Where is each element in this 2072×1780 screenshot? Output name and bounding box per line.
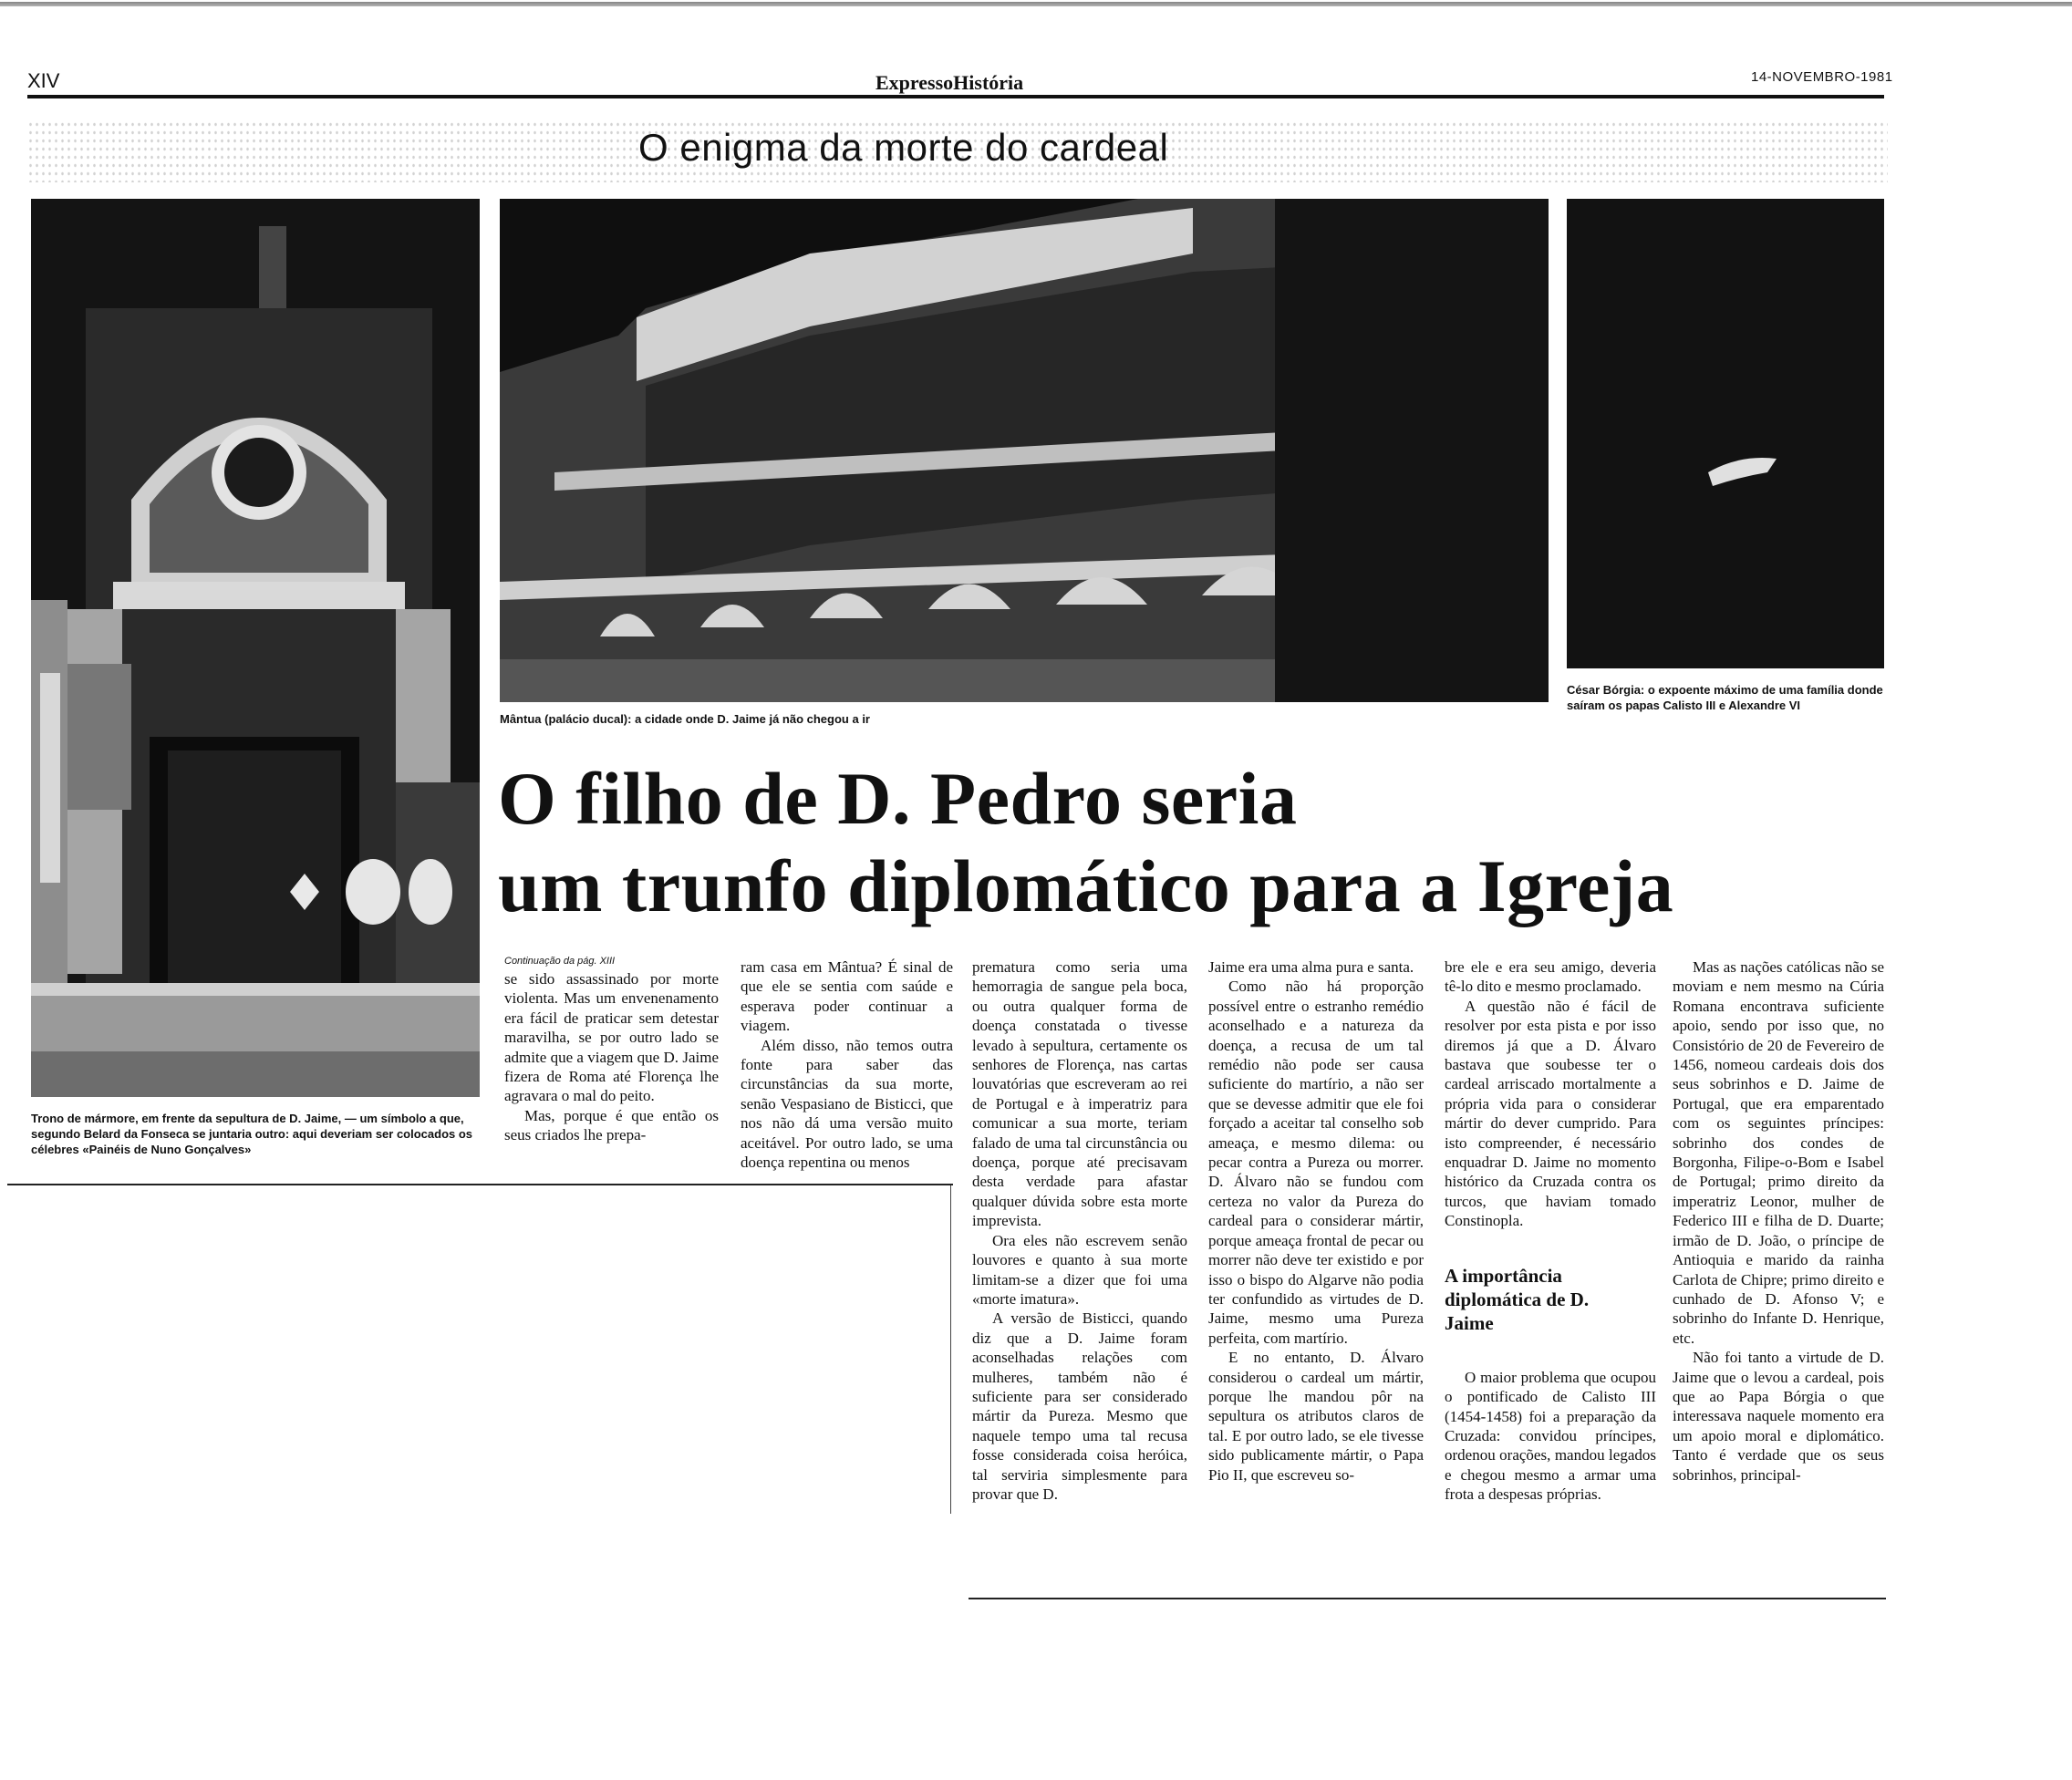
headline-line-2: um trunfo diplomático para a Igreja bbox=[498, 844, 1674, 927]
article-bottom-rule bbox=[969, 1598, 1886, 1599]
paragraph: Mas, porque é que então os seus criados lhe prepa- bbox=[504, 1106, 719, 1144]
throne-photo bbox=[31, 199, 480, 1097]
paragraph: prematura como seria uma hemorragia de sangue pela boca, ou outra qualquer forma de doença constatada o tivesse levado à sepultura, certamente os senhores de Florença, nas cartas louvatórias que escreveram ao rei de Portugal e à imperatriz para comunicar a sua morte, teriam falado de uma tal circunstância ou doença, porque até precisavam desta verdade para afastar qualquer dúvida sobre esta morte imprevista. bbox=[972, 958, 1187, 1230]
paragraph: se sido assassinado por morte violenta. Mas um envenenamento era fácil de praticar sem detestar maravilha, se por outro lado se admite que a viagem que D. Jaime fizera de Roma até Florença lhe agravara o mal do peito. bbox=[504, 970, 719, 1105]
section-subhead: A importância diplomática de D. Jaime bbox=[1445, 1264, 1590, 1334]
paragraph: bre ele e era seu amigo, deveria tê-lo dito e mesmo proclamado. bbox=[1445, 958, 1656, 996]
paragraph: Mas as nações católicas não se moviam e nem mesmo na Cúria Romana encontrava suficiente apoio, sendo por isso que, no Consistório de 20 de Fevereiro de 1456, nomeou cardeais dois dos seus sobrinhos e D. Jaime de Portugal, que era emparentado com os seguintes príncipes: sobrinho dos condes de Borgonha, Filipe-o-Bom e Isabel de Portugal; primo direito da imperatriz Leonor, mulher de Federico III e filha de D. Duarte; irmão de D. João, o príncipe de Antioquia e marido da rainha Carlota de Chipre; primo direito e cunhado de D. Afonso V; e sobrinho do Infante D. Henrique, etc. bbox=[1673, 958, 1884, 1347]
article-column-6 bbox=[1673, 957, 1884, 1485]
article-column-4 bbox=[1208, 957, 1424, 1485]
paragraph: A versão de Bisticci, quando diz que a D. Jaime foram aconselhadas relações com mulheres, também não é suficiente para ser considerado mártir da Pureza. Mesmo que naquele tempo uma tal recusa fosse considerada coisa heróica, tal serviria simplesmente para provar que D. bbox=[972, 1309, 1187, 1503]
headline bbox=[498, 755, 1866, 930]
article-column-2 bbox=[741, 957, 953, 1172]
paragraph: A questão não é fácil de resolver por esta pista e por isso diremos já que a D. Álvaro bastava que soubesse ter o cardeal arriscado mortalmente a própria vida para o considerar mártir do dever cumprido. Para isto compreender, é necessário enquadrar D. Jaime no momento histórico da Cruzada contra os turcos, que haviam tomado Constinopla. bbox=[1445, 997, 1656, 1230]
header-rule bbox=[27, 95, 1884, 98]
mantua-palace-photo bbox=[500, 199, 1549, 702]
article-column-3 bbox=[972, 957, 1187, 1504]
paragraph: Como não há proporção possível entre o estranho remédio aconselhado e a natureza da doença, a recusa de um tal remédio não pode ser causa suficiente do martírio, a não ser que se devesse admitir que ele foi forçado a aceitar tal conselho sob ameaça, e mesmo dilema: ou pecar contra a Pureza ou morrer. D. Álvaro não se fundou com certeza no valor da Pureza do cardeal para o considerar mártir, porque ameaça frontal de pecar ou morrer não deve ter existido e por isso o bispo do Algarve não podia ter confundido as virtudes de D. Jaime, mesmo uma Pureza perfeita, com martírio. bbox=[1208, 978, 1424, 1347]
continued-from-note: Continuação da pág. XIII bbox=[504, 956, 616, 967]
paragraph: Além disso, não temos outra fonte para saber das circunstâncias da sua morte, senão Vespasiano de Bisticci, que nos não dá uma versão muito aceitável. Por outro lado, se uma doença repentina ou menos bbox=[741, 1036, 953, 1172]
kicker-title: O enigma da morte do cardeal bbox=[638, 126, 1169, 169]
article-column-5 bbox=[1445, 957, 1656, 1505]
paragraph: Ora eles não escrevem senão louvores e quanto à sua morte limitam-se a dizer que foi uma «morte imatura». bbox=[972, 1231, 1187, 1308]
column-divider bbox=[950, 1185, 951, 1514]
throne-caption: Trono de mármore, em frente da sepultura de D. Jaime, — um símbolo a que, segundo Belard da Fonseca se juntaria outro: aqui deveriam ser colocados os célebres «Painéis de Nuno Gonçalves» bbox=[31, 1112, 473, 1156]
paragraph: ram casa em Mântua? É sinal de que ele se sentia com saúde e esperava poder continuar a viagem. bbox=[741, 958, 953, 1035]
paragraph: O maior problema que ocupou o pontificado de Calisto III (1454-1458) foi a preparação da Cruzada: convidou príncipes, ordenou orações, mandou legados e chegou mesmo a armar uma frota a despesas próprias. bbox=[1445, 1368, 1656, 1504]
paragraph: Jaime era uma alma pura e santa. bbox=[1208, 958, 1414, 976]
page-number: XIV bbox=[27, 69, 60, 92]
borgia-portrait-photo bbox=[1567, 199, 1884, 668]
publication-name: ExpressoHistória bbox=[875, 71, 1024, 94]
paragraph: E no entanto, D. Álvaro considerou o cardeal um mártir, porque lhe mandou pôr na sepultura os atributos claros de tal. E por outro lado, se ele tivesse sido publicamente mártir, o Papa Pio II, que escreveu so- bbox=[1208, 1349, 1424, 1484]
section-rule-left bbox=[7, 1184, 953, 1185]
paragraph: Não foi tanto a virtude de D. Jaime que o levou a cardeal, pois que ao Papa Bórgia o que interessava naquele momento era um apoio moral e diplomático. Tanto é verdade que os seus sobrinhos, principal- bbox=[1673, 1349, 1884, 1484]
article-column-1 bbox=[504, 969, 719, 1145]
page-top-edge bbox=[0, 2, 2072, 6]
mantua-caption: Mântua (palácio ducal): a cidade onde D. Jaime já não chegou a ir bbox=[500, 712, 870, 726]
issue-date: 14-NOVEMBRO-1981 bbox=[1751, 69, 1893, 85]
borgia-caption: César Bórgia: o expoente máximo de uma família donde saíram os papas Calisto III e Alexandre VI bbox=[1567, 683, 1883, 712]
headline-line-1: O filho de D. Pedro seria bbox=[498, 757, 1298, 840]
